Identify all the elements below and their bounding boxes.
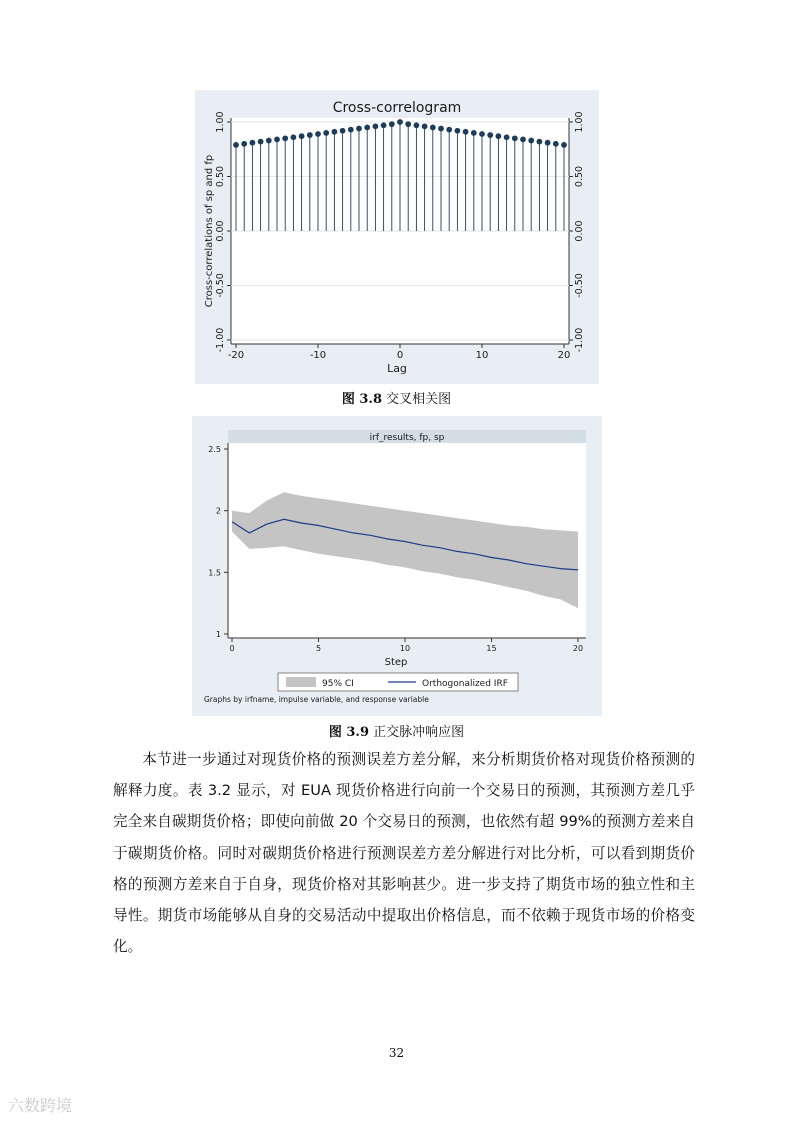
figure-irf	[192, 416, 602, 716]
stem-point	[455, 128, 461, 134]
x-tick-label: -20	[227, 350, 245, 361]
x-tick-label: 10	[475, 350, 489, 361]
stem-point	[364, 125, 370, 131]
stem-point	[496, 133, 502, 139]
stem-point	[430, 125, 436, 131]
stem-point	[479, 131, 485, 137]
stem-point	[233, 142, 239, 148]
x-axis-label: Step	[384, 657, 408, 668]
x-tick-label: 5	[315, 644, 322, 653]
stem-point	[528, 138, 534, 144]
caption-text: 交叉相关图	[386, 392, 452, 407]
stem-point	[381, 122, 387, 128]
stem-point	[537, 139, 543, 145]
stem-point	[512, 135, 518, 141]
y-tick-label-right: 0.50	[574, 165, 585, 188]
y-tick-label-right: 0.00	[574, 220, 585, 242]
stem-point	[348, 127, 354, 133]
y-tick-label-left: -1.00	[215, 327, 226, 353]
stem-point	[340, 128, 346, 134]
cross-correlogram-chart	[195, 90, 599, 384]
y-tick-label-right: -1.00	[574, 327, 585, 353]
figure-caption-3-8	[0, 388, 793, 407]
caption-number: 图 3.9	[328, 725, 369, 740]
stem-point	[274, 137, 280, 143]
x-tick-label: 0	[229, 644, 235, 653]
stem-point	[561, 142, 567, 148]
chart-note: Graphs by irfname, impulse variable, and response variable	[204, 695, 429, 704]
watermark: 六数跨境	[8, 1096, 73, 1115]
page-number: 32	[388, 1046, 405, 1060]
x-tick-label: 10	[399, 644, 411, 653]
stem-point	[553, 141, 559, 147]
y-tick-label-left: 0.00	[215, 220, 226, 242]
caption-text: 正交脉冲响应图	[373, 725, 465, 740]
stem-point	[258, 139, 264, 145]
y-tick-label: 2.5	[208, 445, 221, 454]
stem-point	[414, 122, 420, 128]
x-tick-label: 15	[486, 644, 497, 653]
stem-point	[250, 140, 256, 146]
stem-point	[315, 131, 321, 137]
stem-point	[471, 130, 477, 136]
chart-title: Cross-correlogram	[332, 100, 462, 116]
legend-label-irf: Orthogonalized IRF	[422, 679, 508, 689]
stem-point	[307, 132, 313, 138]
stem-point	[291, 134, 297, 140]
y-tick-label: 1	[215, 630, 221, 639]
stem-point	[323, 130, 329, 136]
stem-point	[389, 121, 395, 127]
legend-swatch-ci	[286, 677, 316, 687]
stem-point	[266, 138, 272, 144]
x-tick-label: 20	[572, 644, 584, 653]
y-tick-label: 1.5	[208, 568, 221, 578]
y-tick-label-left: -0.50	[215, 273, 226, 298]
stem-point	[520, 137, 526, 143]
y-tick-label-right: 1.00	[574, 111, 585, 133]
stem-point	[373, 123, 379, 129]
irf-chart	[192, 416, 602, 716]
stem-point	[422, 123, 428, 129]
stem-point	[438, 126, 444, 132]
y-axis-label: Cross-correlations of sp and fp	[204, 154, 215, 308]
x-tick-label: -10	[309, 350, 327, 361]
x-tick-label: 0	[396, 350, 404, 361]
stem-point	[299, 133, 305, 139]
figure-cross-correlogram	[195, 90, 599, 384]
caption-number: 图 3.8	[341, 392, 382, 407]
figure-caption-3-9	[0, 721, 793, 740]
y-tick-label-right: -0.50	[574, 273, 585, 298]
stem-point	[332, 129, 338, 135]
body-paragraph: 本节进一步通过对现货价格的预测误差方差分解，来分析期货价格对现货价格预测的解释力度。表 3.2 显示，对 EUA 现货价格进行向前一个交易日的预测，其预测方差几乎完全来自碳期货价格；即使向前做 20 个交易日的预测，也依然有超 99%的预测方差来自于碳期货价格。同时对碳期货价格进行预测误差方差分解进行对比分析，可以看到期货价格的预测方差来自于自身，现货价格对其影响甚少。进一步支持了期货市场的独立性和主导性。期货市场能够从自身的交易活动中提取出价格信息，而不依赖于现货市场的价格变化。	[113, 751, 695, 956]
stem-point	[446, 127, 452, 133]
stem-point	[487, 132, 493, 138]
stem-point	[241, 141, 247, 147]
stem-point	[545, 140, 551, 146]
stem-point	[463, 129, 469, 135]
y-tick-label-left: 1.00	[215, 111, 226, 133]
stem-point	[504, 134, 510, 140]
panel-title: irf_results, fp, sp	[369, 433, 445, 443]
legend-label-ci: 95% CI	[322, 679, 354, 689]
stem-point	[282, 135, 288, 141]
stem-point	[405, 121, 411, 127]
stem-point	[397, 119, 403, 125]
x-tick-label: 20	[557, 350, 571, 361]
y-tick-label-left: 0.50	[215, 165, 226, 188]
x-axis-label: Lag	[387, 362, 407, 375]
stem-point	[356, 126, 362, 132]
y-tick-label: 2	[215, 506, 221, 516]
